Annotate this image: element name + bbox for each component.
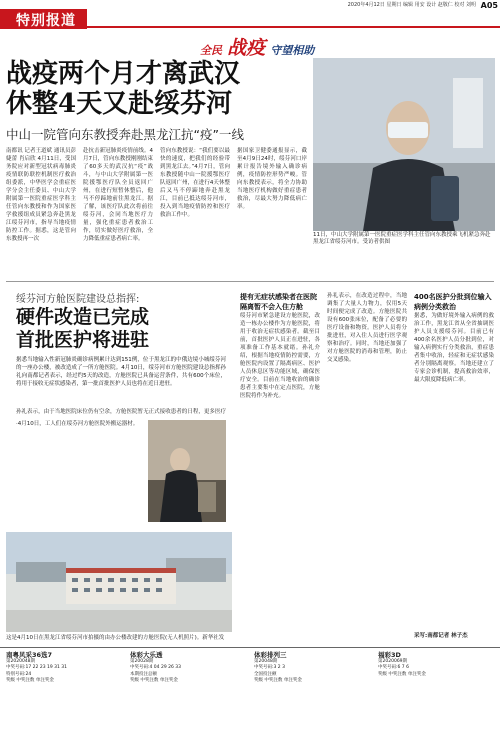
lead-headline-line1: 战疫两个月才离武汉 [6, 59, 241, 89]
workers-image [148, 420, 226, 522]
lead-column-2: 赴抗击新冠肺炎疫情前线。4月7日，管向东教授刚刚结束了60多天的武汉抗“疫”战斗，与中山大学附属第一医院援鄂医疗队全员返回广州，在进行短暂休整后，他马不停蹄地前往黑龙江。据了解，该医疗队此次将前往绥芬河，会同当地医疗力量，强化重症患者救治工作，切实做好医疗救治，全力降低重症患者病亡率。 [83, 148, 153, 242]
banner-right: 守望相助 [270, 44, 315, 57]
hospital-photo-caption: 这是4月10日在黑龙江省绥芬河市拍摄的由办公楼改建的方舱医院(无人机照片)。新华社发 [6, 635, 225, 641]
lead-column-4: 据国家卫健委通报显示，截至4月9日24时，绥芬河口岸累计报告境外输入确诊病例，疫情防控形势严峻。管向东教授表示，将全力协助当地医疗机构做好重症患者救治，尽最大努力降低病亡率。 [237, 148, 307, 210]
second-headline-line2: 首批医护将进驻 [16, 329, 150, 351]
second-kicker: 绥芬河方舱医院建设总指挥: [16, 294, 140, 305]
lottery-issue: 第2020069期 [378, 658, 408, 664]
subsection-heading-1: 提有无症状感染者在医院隔离暂不会入住方舱 [240, 293, 317, 311]
lottery-block-2 [130, 652, 242, 685]
byline: 采写:南都记者 林子杰 [414, 633, 468, 639]
lottery-block-3 [254, 652, 366, 685]
hospital-aerial-photo [6, 532, 232, 632]
banner-left: 全民 [200, 44, 222, 57]
lead-column-1: 南都讯 记者王道斌 通讯员彭婕蕾 肖启欣 4月11日，受国务院应对新型冠状病毒肺炎疫情联防联控机制医疗救治组委派，中华医学会重症医学分会主任委员、中山大学附属第一医院重症医学科主任管向东教授和作为国家医学救援组成员紧急奔赴黑龙江绥芬河市，指导当地疫情防控工作。据悉，这是管向东教授再一次 [6, 148, 76, 242]
lottery-divider [0, 647, 500, 648]
banner-mid: 战疫 [227, 37, 266, 59]
lottery-block-4 [378, 652, 494, 678]
section-divider [6, 281, 494, 282]
second-column-b: 孙礼表示，在改造过程中，当地调集了大量人力物力，仅用5天时间便完成了改造。方舱医院共设有600张床位，配备了必要的医疗设备和物资。医护人员将分批进驻，对入住人员进行医学观察和治疗。同时，当地还加强了对方舱医院的消毒和管理，防止交叉感染。 [327, 293, 407, 363]
lottery-title: 福彩3D [378, 651, 401, 659]
lottery-title: 体彩排列三 [254, 651, 287, 659]
photo2-caption: ·4月10日，工人们在绥芬河方舱医院外搬运器材。 [16, 421, 139, 427]
lottery-table-header: 奖级 中奖注数 单注奖金 [254, 678, 302, 683]
lottery-extra: 特别号码:24 [6, 671, 32, 677]
lottery-extra: 本期投注总额 [130, 671, 157, 677]
hospital-building-image [6, 532, 232, 632]
second-intro-2: 孙礼表示，由于当地医院床位仍有空余，方舱医院暂无正式接收患者的日程，更多医疗 [16, 409, 226, 415]
header-rule [87, 26, 500, 28]
second-intro: 据悉当地输入性新冠肺炎确诊病例累计达到151例，位于黑龙江的中俄边境小城绥芬河的一座办公楼，被改造成了一所方舱医院。4月10日，绥芬河市方舱医院建设总指挥孙礼向南都记者表示，经过约5天的改造，方舱医院已具备运营条件，共有600个床位，将用于接收无症状感染者，第一批首批医护人员也将在近日进驻。 [16, 357, 226, 387]
lead-subhead: 中山一院管向东教授奔赴黑龙江抗“疫”一线 [6, 127, 244, 142]
lottery-issue: 第2020048期 [6, 658, 36, 664]
section-label: 特别报道 [16, 13, 76, 29]
subsection-heading-2: 400名医护分批到位输入病例分类救治 [414, 293, 492, 311]
lead-column-3: 管向东教授说：“我们要以最快的速度，把我们的经验带到黑龙江去。”4月7日，管向东教授随中山一院援鄂医疗队返回广州，在进行4天休整后又马不停蹄地奔赴黑龙江，目前已抵达绥芬河市，投入到当地疫情防控和医疗救治工作中。 [160, 148, 230, 218]
lottery-block-1 [6, 652, 118, 685]
lottery-extra: 全国投注额 [254, 671, 277, 677]
second-headline [16, 306, 226, 352]
lottery-numbers: 中奖号码:4 04 29 26 33 [130, 665, 182, 670]
lottery-issue: 第20048期 [254, 658, 278, 664]
lottery-table-header: 奖级 中奖注数 单注奖金 [130, 678, 178, 683]
lead-photo [313, 58, 495, 231]
page-number: A05 [480, 1, 498, 10]
lottery-numbers: 中奖号码:6 7 6 [378, 665, 409, 670]
second-column-c: 据悉，为做好境外输入病例的救治工作，黑龙江省从全省抽调医护人员支援绥芬河。目前已有400余名医护人员分批到位，对输入病例实行分类救治，重症患者集中收治，轻症和无症状感染者分别隔离观察。当地还建立了专家会诊机制，提高救治效率，最大限度降低病亡率。 [414, 313, 494, 383]
worker-photo [148, 420, 226, 522]
lottery-table-header: 奖级 中奖注数 单注奖金 [378, 671, 426, 677]
lottery-issue: 第20028期 [130, 658, 154, 664]
lead-headline-line2: 休整4天又赴绥芬河 [6, 89, 233, 119]
lottery-table-header: 奖级 中奖注数 单注奖金 [6, 678, 54, 683]
second-column-a: 绥芬河市紧急建设方舱医院，改造一栋办公楼作为方舱医院，将用于收治无症状感染者。截至目前，首批医护人员正在进驻，各项准备工作基本就绪。孙礼介绍，根据当地疫情防控需要，方舱医院内设置了隔离病区、医护人员休息区等功能区域，确保医疗安全。目前在当地收治的确诊患者主要集中在定点医院，方舱医院将作为补充。 [240, 313, 320, 399]
lottery-title: 体彩大乐透 [130, 651, 163, 659]
lottery-numbers: 中奖号码:3 2 3 [254, 665, 285, 670]
doctor-portrait-image [313, 58, 495, 231]
lead-headline [6, 59, 306, 119]
campaign-banner [200, 33, 490, 59]
second-headline-line1: 硬件改造已完成 [16, 306, 150, 328]
lead-photo-caption: 11日，中山大学附属第一医院重症医学科主任管向东教授乘飞机紧急奔赴黑龙江省绥芬河市。受访者供图 [313, 232, 491, 245]
dateline: 2020年4月12日 星期日 编辑 用安 设计 赵敬仁 校对 刘明 [347, 2, 476, 8]
lottery-numbers: 中奖号码:17 22 23 19 31 31 [6, 665, 68, 670]
lottery-title: 南粤风采36选7 [6, 651, 53, 659]
